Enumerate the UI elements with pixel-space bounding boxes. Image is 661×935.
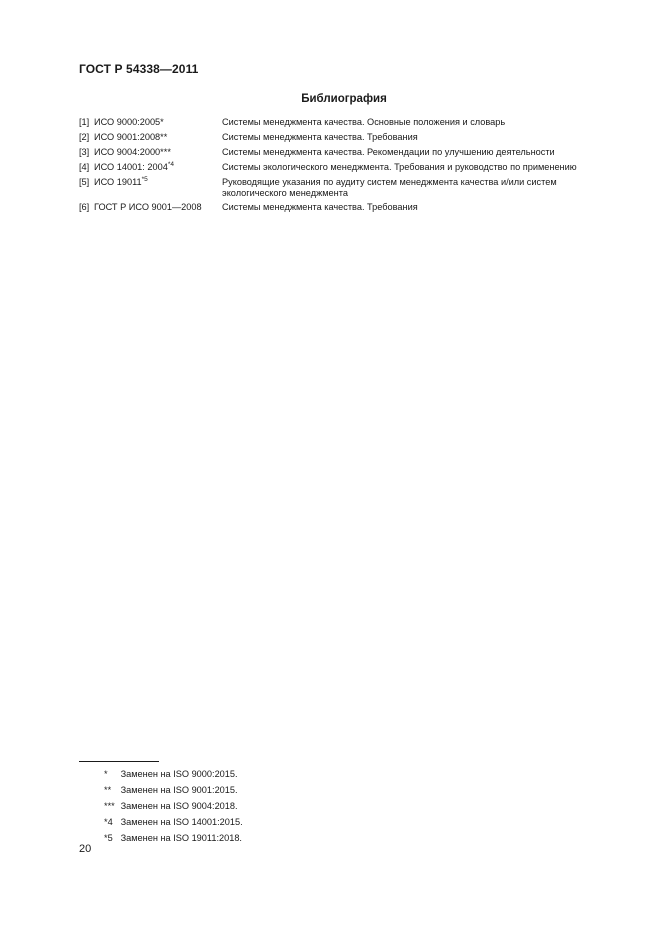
bibliography-entry	[79, 162, 619, 173]
footnote	[104, 801, 243, 817]
document-header-id: ГОСТ Р 54338—2011	[79, 62, 199, 76]
entry-number: [1]	[79, 117, 90, 127]
footnote-mark: ***	[104, 801, 115, 811]
standard-code: ГОСТ Р ИСО 9001—2008	[94, 202, 202, 212]
standard-code: ИСО 9000:2005	[94, 117, 161, 127]
entry-number: [3]	[79, 147, 90, 157]
footnote	[104, 833, 243, 849]
entry-number: [2]	[79, 132, 90, 142]
standard-code: ИСО 9001:2008	[94, 132, 161, 142]
footnote	[104, 817, 243, 833]
standard-title: Руководящие указания по аудиту систем менеджмента качества и/или систем экологического менеджмента	[222, 177, 557, 198]
footnote-mark: *	[160, 117, 164, 127]
standard-code: ИСО 19011	[94, 177, 142, 187]
footnote-text: Заменен на ISO 9001:2015.	[120, 785, 238, 795]
standard-title: Системы экологического менеджмента. Требования и руководство по применению	[222, 162, 577, 172]
standard-code: ИСО 14001: 2004	[94, 162, 168, 172]
entry-number: [4]	[79, 162, 90, 172]
footnote	[104, 769, 243, 785]
bibliography-entry	[79, 117, 619, 128]
footnote-mark: **	[160, 132, 168, 142]
bibliography-entry-ref	[79, 117, 222, 128]
bibliography-title: Библиография	[301, 93, 387, 105]
footnote	[104, 785, 243, 801]
bibliography-entry	[79, 177, 619, 198]
footnote-mark: **	[104, 785, 112, 795]
bibliography-entry-ref	[79, 177, 222, 198]
standard-title: Системы менеджмента качества. Основные положения и словарь	[222, 117, 506, 127]
bibliography-list	[79, 117, 619, 217]
footnote-mark: ***	[160, 147, 171, 157]
standard-code: ИСО 9004:2000	[94, 147, 161, 157]
standard-title: Системы менеджмента качества. Требования	[222, 132, 418, 142]
standard-title: Системы менеджмента качества. Рекомендации по улучшению деятельности	[222, 147, 555, 157]
bibliography-entry	[79, 202, 619, 213]
footnote-text: Заменен на ISO 19011:2018.	[120, 833, 242, 843]
page-number: 20	[79, 843, 92, 855]
bibliography-entry-ref	[79, 162, 222, 173]
bibliography-entry-ref	[79, 202, 222, 213]
entry-number: [6]	[79, 202, 90, 212]
footnotes	[104, 769, 243, 849]
bibliography-entry	[79, 132, 619, 143]
footnote-mark: *5	[104, 833, 113, 843]
entry-number: [5]	[79, 177, 90, 187]
footnote-mark: *4	[167, 161, 174, 168]
footnote-mark: *	[104, 769, 108, 779]
footnote-mark: *4	[104, 817, 113, 827]
bibliography-entry-ref	[79, 132, 222, 143]
footnote-mark: *5	[141, 176, 148, 183]
bibliography-entry	[79, 147, 619, 158]
footnote-text: Заменен на ISO 9000:2015.	[120, 769, 238, 779]
standard-title: Системы менеджмента качества. Требования	[222, 202, 418, 212]
bibliography-entry-ref	[79, 147, 222, 158]
footnote-text: Заменен на ISO 14001:2015.	[120, 817, 243, 827]
footnote-divider	[79, 761, 159, 762]
footnote-text: Заменен на ISO 9004:2018.	[120, 801, 238, 811]
